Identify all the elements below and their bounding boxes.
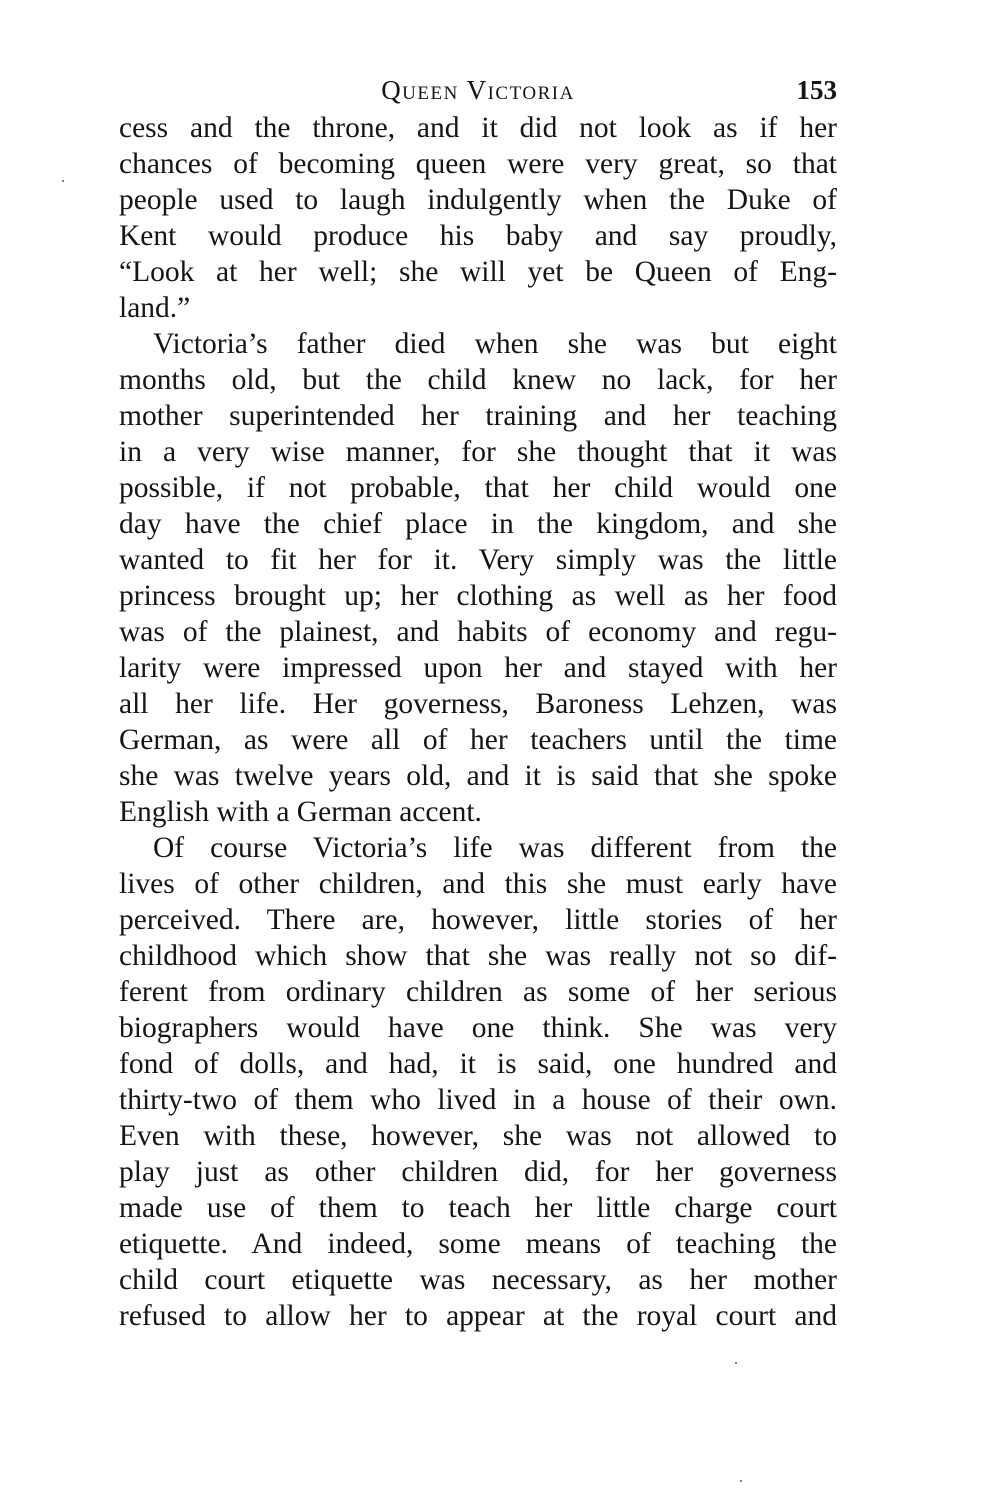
body-text — [119, 110, 837, 1334]
paragraph-start-line: Victoria’s father died when she was but eight — [153, 328, 837, 360]
page-number: 153 — [796, 75, 837, 105]
text-line: land.” — [119, 292, 191, 324]
book-page — [119, 70, 837, 1334]
text-line: princess brought up; her clothing as well as her food — [119, 580, 837, 612]
text-line: thirty-two of them who lived in a house of their own. — [119, 1084, 837, 1116]
scan-speck — [62, 180, 64, 182]
text-line: Kent would produce his baby and say proudly, — [119, 220, 837, 252]
text-line: people used to laugh indulgently when the Duke of — [119, 184, 837, 216]
text-line: ferent from ordinary children as some of her serious — [119, 976, 837, 1008]
running-head — [119, 70, 837, 110]
text-line: made use of them to teach her little charge court — [119, 1192, 837, 1224]
text-line: biographers would have one think. She was very — [119, 1012, 837, 1044]
text-line: chances of becoming queen were very great, so that — [119, 148, 837, 180]
text-line: was of the plainest, and habits of economy and regu- — [119, 616, 837, 648]
text-line: perceived. There are, however, little stories of her — [119, 904, 837, 936]
text-line: German, as were all of her teachers until the time — [119, 724, 837, 756]
text-line: refused to allow her to appear at the royal court and — [119, 1300, 837, 1332]
text-line: play just as other children did, for her governess — [119, 1156, 837, 1188]
scan-speck — [735, 1362, 737, 1364]
text-line: child court etiquette was necessary, as her mother — [119, 1264, 837, 1296]
text-line: wanted to fit her for it. Very simply was the little — [119, 544, 837, 576]
running-title: Queen Victoria — [381, 75, 575, 105]
paragraph-start-line: Of course Victoria’s life was different from the — [153, 832, 837, 864]
text-line: cess and the throne, and it did not look as if her — [119, 112, 837, 144]
text-line: months old, but the child knew no lack, for her — [119, 364, 837, 396]
scan-speck — [740, 1480, 742, 1482]
text-line: larity were impressed upon her and stayed with her — [119, 652, 837, 684]
text-line: “Look at her well; she will yet be Queen of Eng- — [119, 256, 837, 288]
text-line: in a very wise manner, for she thought that it was — [119, 436, 837, 468]
text-line: she was twelve years old, and it is said that she spoke — [119, 760, 837, 792]
text-line: possible, if not probable, that her child would one — [119, 472, 837, 504]
text-line: etiquette. And indeed, some means of teaching the — [119, 1228, 837, 1260]
text-line: day have the chief place in the kingdom, and she — [119, 508, 837, 540]
text-line: fond of dolls, and had, it is said, one hundred and — [119, 1048, 837, 1080]
text-line: childhood which show that she was really not so dif- — [119, 940, 837, 972]
text-line: all her life. Her governess, Baroness Lehzen, was — [119, 688, 837, 720]
text-line: Even with these, however, she was not allowed to — [119, 1120, 837, 1152]
text-line: mother superintended her training and her teaching — [119, 400, 837, 432]
text-line: lives of other children, and this she must early have — [119, 868, 837, 900]
text-line: English with a German accent. — [119, 796, 482, 828]
